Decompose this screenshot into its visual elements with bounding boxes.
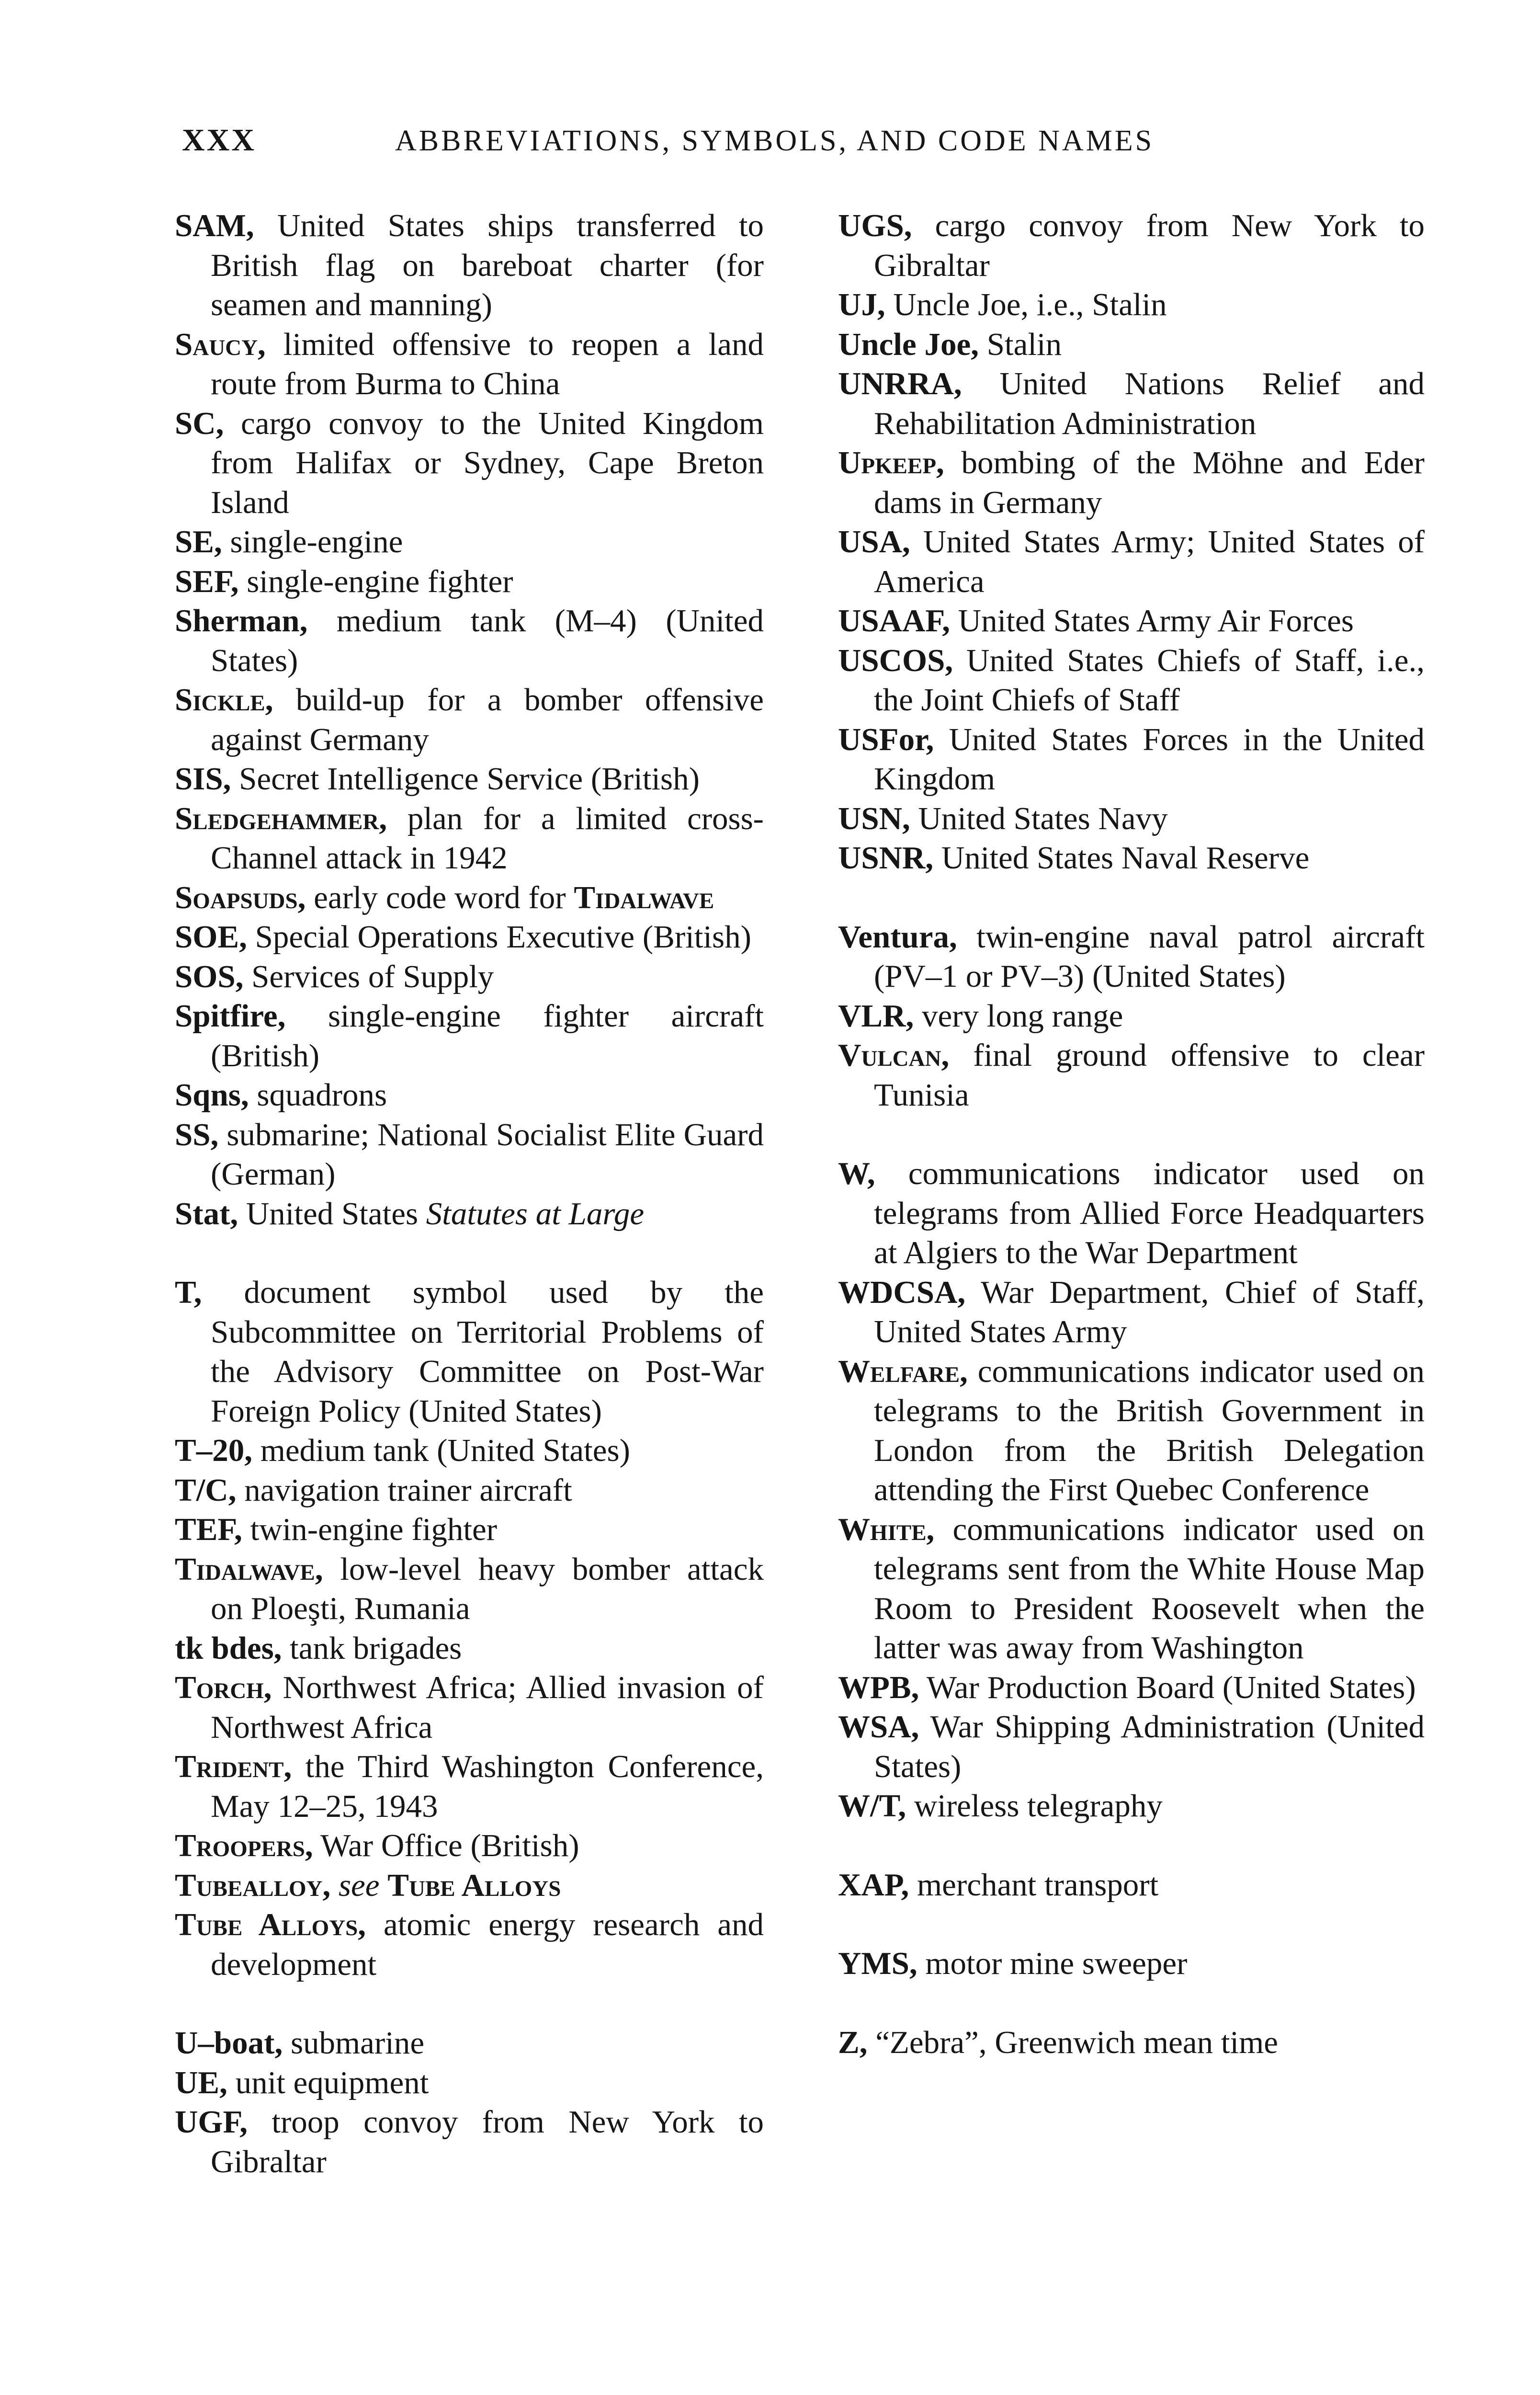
glossary-entry: SS, submarine; National Socialist Elite Guard (German): [175, 1117, 764, 1192]
glossary-entry: Sqns, squadrons: [175, 1077, 387, 1113]
glossary-entry: Sledgehammer, plan for a limited cross-Channel attack in 1942: [175, 800, 764, 876]
page-header: [182, 122, 1250, 160]
glossary-entry: WPB, War Production Board (United States): [838, 1669, 1416, 1705]
glossary-entry: W, communications indicator used on telegrams from Allied Force Headquarters at Algiers to the War Department: [838, 1156, 1425, 1270]
glossary-entry: Upkeep, bombing of the Möhne and Eder dams in Germany: [838, 445, 1425, 520]
glossary-entry: Soapsuds, early code word for Tidalwave: [175, 879, 714, 915]
glossary-entry: Welfare, communications indicator used on telegrams to the British Government in London from the British Delegation attending the First Quebec Conference: [838, 1353, 1425, 1507]
glossary-entry: Vulcan, final ground offensive to clear Tunisia: [838, 1038, 1425, 1113]
glossary-entry: Ventura, twin-engine naval patrol aircraft (PV–1 or PV–3) (United States): [838, 919, 1425, 994]
section-gap: [838, 1826, 1425, 1865]
glossary-entry: Tubealloy, see Tube Alloys: [175, 1867, 561, 1903]
glossary-entry: WSA, War Shipping Administration (United States): [838, 1709, 1425, 1784]
glossary-entry: SC, cargo convoy to the United Kingdom from Halifax or Sydney, Cape Breton Island: [175, 405, 764, 520]
glossary-entry: SE, single-engine: [175, 524, 403, 559]
glossary-entry: UNRRA, United Nations Relief and Rehabilitation Administration: [838, 366, 1425, 441]
glossary-entry: Tidalwave, low-level heavy bomber attack on Ploeşti, Rumania: [175, 1551, 764, 1626]
left-column: [175, 206, 764, 2181]
glossary-entry: SEF, single-engine fighter: [175, 563, 513, 599]
glossary-entry: Torch, Northwest Africa; Allied invasion of Northwest Africa: [175, 1670, 764, 1745]
section-gap: [175, 1984, 764, 2023]
section-gap: [838, 878, 1425, 917]
glossary-entry: Z, “Zebra”, Greenwich mean time: [838, 2024, 1278, 2060]
glossary-entry: SOS, Services of Supply: [175, 958, 494, 994]
glossary-entry: W/T, wireless telegraphy: [838, 1788, 1163, 1824]
glossary-entry: White, communications indicator used on telegrams sent from the White House Map Room to President Roosevelt when the latter was away from Washington: [838, 1511, 1425, 1665]
glossary-entry: T/C, navigation trainer aircraft: [175, 1472, 572, 1508]
glossary-entry: Saucy, limited offensive to reopen a land route from Burma to China: [175, 326, 764, 401]
glossary-entry: tk bdes, tank brigades: [175, 1630, 462, 1666]
glossary-entry: T–20, medium tank (United States): [175, 1433, 630, 1468]
glossary-entry: Sickle, build-up for a bomber offensive against Germany: [175, 682, 764, 757]
section-gap: [175, 1233, 764, 1273]
running-title: ABBREVIATIONS, SYMBOLS, AND CODE NAMES: [395, 125, 1155, 157]
glossary-entry: USFor, United States Forces in the United Kingdom: [838, 721, 1425, 797]
glossary-entry: SAM, United States ships transferred to British flag on bareboat charter (for seamen and manning): [175, 208, 764, 322]
glossary-entry: SOE, Special Operations Executive (British): [175, 919, 751, 955]
glossary-entry: Tube Alloys, atomic energy research and development: [175, 1907, 764, 1982]
section-gap: [838, 1984, 1425, 2023]
glossary-entry: YMS, motor mine sweeper: [838, 1946, 1188, 1981]
section-gap: [838, 1115, 1425, 1154]
glossary-entry: Spitfire, single-engine fighter aircraft (British): [175, 998, 764, 1073]
glossary-entry: XAP, merchant transport: [838, 1867, 1159, 1903]
glossary-entry: UGS, cargo convoy from New York to Gibraltar: [838, 208, 1425, 283]
right-column: [838, 206, 1425, 2062]
glossary-entry: T, document symbol used by the Subcommittee on Territorial Problems of the Advisory Committee on Post-War Foreign Policy (United States): [175, 1275, 764, 1429]
glossary-entry: Uncle Joe, Stalin: [838, 326, 1062, 362]
glossary-entry: UE, unit equipment: [175, 2064, 429, 2100]
glossary-entry: Stat, United States Statutes at Large: [175, 1196, 645, 1232]
glossary-entry: UJ, Uncle Joe, i.e., Stalin: [838, 287, 1167, 322]
glossary-entry: USN, United States Navy: [838, 800, 1168, 836]
glossary-entry: Troopers, War Office (British): [175, 1828, 579, 1863]
glossary-entry: TEF, twin-engine fighter: [175, 1512, 498, 1547]
glossary-entry: U–boat, submarine: [175, 2025, 425, 2061]
section-gap: [838, 1905, 1425, 1944]
glossary-entry: WDCSA, War Department, Chief of Staff, United States Army: [838, 1274, 1425, 1349]
glossary-entry: Trident, the Third Washington Conference, May 12–25, 1943: [175, 1749, 764, 1824]
glossary-entry: USNR, United States Naval Reserve: [838, 840, 1310, 876]
glossary-entry: USAAF, United States Army Air Forces: [838, 603, 1354, 639]
glossary-entry: USCOS, United States Chiefs of Staff, i.e., the Joint Chiefs of Staff: [838, 642, 1425, 718]
glossary-entry: USA, United States Army; United States of America: [838, 524, 1425, 599]
page-number: XXX: [182, 123, 256, 158]
glossary-entry: UGF, troop convoy from New York to Gibraltar: [175, 2104, 764, 2179]
glossary-entry: VLR, very long range: [838, 998, 1123, 1034]
glossary-entry: SIS, Secret Intelligence Service (British): [175, 761, 700, 797]
glossary-entry: Sherman, medium tank (M–4) (United States): [175, 603, 764, 678]
